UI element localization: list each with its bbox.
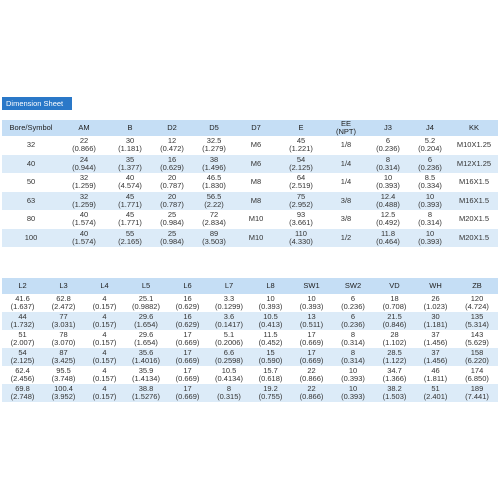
table1-cell: 50	[2, 173, 60, 192]
table1-cell: 100	[2, 229, 60, 248]
table2-header-cell: L5	[125, 278, 167, 294]
table1-cell: 35 (1.377)	[108, 155, 152, 174]
table2-cell: 8 (0.314)	[332, 330, 374, 348]
table2-header-cell: SW2	[332, 278, 374, 294]
table1-cell: 30 (1.181)	[108, 136, 152, 155]
table2-cell: 18 (0.708)	[374, 294, 415, 312]
table1-cell: M6	[236, 136, 276, 155]
table1-header-cell: D5	[192, 120, 236, 136]
table2-cell: 17 (0.669)	[291, 330, 332, 348]
table1-cell: 45 (1.771)	[108, 192, 152, 211]
table1-cell: 12 (0.472)	[152, 136, 192, 155]
table1-cell: 38 (1.496)	[192, 155, 236, 174]
table-row	[2, 312, 498, 330]
table2-cell: 16 (0.629)	[167, 294, 208, 312]
table2-header-cell: VD	[374, 278, 415, 294]
table-row	[2, 155, 498, 174]
table1-cell: 32 (1.259)	[60, 173, 108, 192]
table1-cell: 20 (0.787)	[152, 173, 192, 192]
table1-cell: 1/8	[326, 136, 366, 155]
table2-cell: 35.9 (1.4134)	[125, 366, 167, 384]
table-row	[2, 366, 498, 384]
table1-cell: 10 (0.393)	[410, 192, 450, 211]
table1-cell: 12.4 (0.488)	[366, 192, 410, 211]
table1-cell: 110 (4.330)	[276, 229, 326, 248]
table1-cell: 55 (2.165)	[108, 229, 152, 248]
table-row	[2, 173, 498, 192]
table2-cell: 77 (3.031)	[43, 312, 84, 330]
table1-cell: 3/8	[326, 210, 366, 229]
table-row	[2, 294, 498, 312]
table1-cell: 72 (2.834)	[192, 210, 236, 229]
table2-cell: 11.5 (0.452)	[250, 330, 291, 348]
table2-cell: 29.6 (1.654)	[125, 312, 167, 330]
table2-cell: 17 (0.669)	[167, 348, 208, 366]
table2-cell: 100.4 (3.952)	[43, 384, 84, 402]
table1-cell: M10	[236, 210, 276, 229]
dimension-table-primary	[2, 120, 498, 247]
table1-cell: 80	[2, 210, 60, 229]
table-row	[2, 229, 498, 248]
table1-cell: 8 (0.314)	[410, 210, 450, 229]
table2-cell: 4 (0.157)	[84, 384, 125, 402]
table1-cell: 40 (4.574)	[108, 173, 152, 192]
table2-cell: 51 (2.401)	[415, 384, 456, 402]
table2-cell: 54 (2.125)	[2, 348, 43, 366]
table1-cell: 45 (1.771)	[108, 210, 152, 229]
table2-cell: 4 (0.157)	[84, 312, 125, 330]
table1-cell: 24 (0.944)	[60, 155, 108, 174]
table2-header-row	[2, 278, 498, 294]
table1-cell: 6 (0.236)	[366, 136, 410, 155]
table2-cell: 46 (1.811)	[415, 366, 456, 384]
table2-header-cell: ZB	[456, 278, 498, 294]
table2-cell: 17 (0.669)	[291, 348, 332, 366]
table-row	[2, 330, 498, 348]
table2-cell: 62.8 (2.472)	[43, 294, 84, 312]
dimension-sheet-title: Dimension Sheet	[2, 97, 72, 110]
table2-cell: 143 (5.629)	[456, 330, 498, 348]
table2-cell: 6.6 (0.2598)	[208, 348, 250, 366]
table2-cell: 174 (6.850)	[456, 366, 498, 384]
table2-cell: 41.6 (1.637)	[2, 294, 43, 312]
table1-cell: 20 (0.787)	[152, 192, 192, 211]
table1-header-cell: KK	[450, 120, 498, 136]
table1-cell: 32.5 (1.279)	[192, 136, 236, 155]
table2-cell: 189 (7.441)	[456, 384, 498, 402]
table1-cell: 10 (0.393)	[366, 173, 410, 192]
table1-cell: M16X1.5	[450, 173, 498, 192]
table1-cell: M20X1.5	[450, 229, 498, 248]
table2-cell: 6 (0.236)	[332, 294, 374, 312]
table2-cell: 51 (2.007)	[2, 330, 43, 348]
table1-cell: 12.5 (0.492)	[366, 210, 410, 229]
table1-cell: 25 (0.984)	[152, 210, 192, 229]
table1-cell: 89 (3.503)	[192, 229, 236, 248]
table2-cell: 8 (0.314)	[332, 348, 374, 366]
table1-cell: 54 (2.125)	[276, 155, 326, 174]
table2-cell: 87 (3.425)	[43, 348, 84, 366]
table1-cell: M20X1.5	[450, 210, 498, 229]
table1-cell: 1/4	[326, 173, 366, 192]
table2-cell: 4 (0.157)	[84, 294, 125, 312]
table1-cell: 45 (1.221)	[276, 136, 326, 155]
table2-cell: 17 (0.669)	[167, 330, 208, 348]
table2-cell: 38.2 (1.503)	[374, 384, 415, 402]
table1-cell: 25 (0.984)	[152, 229, 192, 248]
table1-cell: 46.5 (1.830)	[192, 173, 236, 192]
table2-header-cell: L8	[250, 278, 291, 294]
table-row	[2, 192, 498, 211]
table2-cell: 35.6 (1.4016)	[125, 348, 167, 366]
table1-header-cell: D2	[152, 120, 192, 136]
table1-cell: M12X1.25	[450, 155, 498, 174]
table2-cell: 10.5 (0.4134)	[208, 366, 250, 384]
table1-header-cell: D7	[236, 120, 276, 136]
table2-cell: 69.8 (2.748)	[2, 384, 43, 402]
table2-cell: 10 (0.393)	[332, 366, 374, 384]
table2-cell: 38.8 (1.5276)	[125, 384, 167, 402]
table1-cell: 8.5 (0.334)	[410, 173, 450, 192]
table2-cell: 3.3 (0.1299)	[208, 294, 250, 312]
table1-cell: 63	[2, 192, 60, 211]
table2-cell: 19.2 (0.755)	[250, 384, 291, 402]
table2-cell: 5.1 (0.2006)	[208, 330, 250, 348]
table1-cell: 32	[2, 136, 60, 155]
table1-cell: 56.5 (2.22)	[192, 192, 236, 211]
table1-cell: M10X1.25	[450, 136, 498, 155]
table2-cell: 62.4 (2.456)	[2, 366, 43, 384]
table2-header-cell: L4	[84, 278, 125, 294]
table1-cell: 16 (0.629)	[152, 155, 192, 174]
table2-cell: 21.5 (0.846)	[374, 312, 415, 330]
table1-header-cell: Bore/Symbol	[2, 120, 60, 136]
table1-cell: M16X1.5	[450, 192, 498, 211]
table1-cell: 40 (1.574)	[60, 210, 108, 229]
table1-cell: 6 (0.236)	[410, 155, 450, 174]
table1-cell: 32 (1.259)	[60, 192, 108, 211]
table1-header-cell: J3	[366, 120, 410, 136]
table2-cell: 10 (0.393)	[250, 294, 291, 312]
table2-cell: 10.5 (0.413)	[250, 312, 291, 330]
table2-cell: 26 (1.023)	[415, 294, 456, 312]
table2-header-cell: SW1	[291, 278, 332, 294]
table1-cell: 11.8 (0.464)	[366, 229, 410, 248]
table-row	[2, 136, 498, 155]
table-row	[2, 384, 498, 402]
dimension-table-secondary	[2, 278, 498, 402]
table2-header-cell: L3	[43, 278, 84, 294]
table2-cell: 30 (1.181)	[415, 312, 456, 330]
table2-cell: 10 (0.393)	[291, 294, 332, 312]
table1-header-row	[2, 120, 498, 136]
table2-cell: 17 (0.669)	[167, 366, 208, 384]
table2-cell: 25.1 (0.9882)	[125, 294, 167, 312]
table2-cell: 22 (0.866)	[291, 384, 332, 402]
table2-cell: 3.6 (0.1417)	[208, 312, 250, 330]
table2-cell: 158 (6.220)	[456, 348, 498, 366]
table1-header-cell: EE (NPT)	[326, 120, 366, 136]
table2-cell: 10 (0.393)	[332, 384, 374, 402]
table1-cell: M8	[236, 173, 276, 192]
table2-cell: 95.5 (3.748)	[43, 366, 84, 384]
table1-cell: 8 (0.314)	[366, 155, 410, 174]
table1-cell: M8	[236, 192, 276, 211]
table2-cell: 17 (0.669)	[167, 384, 208, 402]
table1-cell: 64 (2.519)	[276, 173, 326, 192]
table2-header-cell: L7	[208, 278, 250, 294]
table2-cell: 15.7 (0.618)	[250, 366, 291, 384]
table1-cell: M10	[236, 229, 276, 248]
table1-cell: 22 (0.866)	[60, 136, 108, 155]
table2-header-cell: L2	[2, 278, 43, 294]
table2-cell: 8 (0.315)	[208, 384, 250, 402]
table1-cell: 1/2	[326, 229, 366, 248]
table1-cell: 93 (3.661)	[276, 210, 326, 229]
table2-cell: 34.7 (1.366)	[374, 366, 415, 384]
table2-cell: 16 (0.629)	[167, 312, 208, 330]
table1-cell: 75 (2.952)	[276, 192, 326, 211]
table1-cell: M6	[236, 155, 276, 174]
table1-header-cell: B	[108, 120, 152, 136]
table-row	[2, 210, 498, 229]
table1-cell: 40 (1.574)	[60, 229, 108, 248]
table1-cell: 5.2 (0.204)	[410, 136, 450, 155]
table2-cell: 6 (0.236)	[332, 312, 374, 330]
table1-header-cell: J4	[410, 120, 450, 136]
table2-cell: 4 (0.157)	[84, 348, 125, 366]
table1-cell: 1/4	[326, 155, 366, 174]
table-row	[2, 348, 498, 366]
table2-cell: 13 (0.511)	[291, 312, 332, 330]
table2-cell: 135 (5.314)	[456, 312, 498, 330]
table2-cell: 28.5 (1.122)	[374, 348, 415, 366]
table2-header-cell: WH	[415, 278, 456, 294]
table2-cell: 15 (0.590)	[250, 348, 291, 366]
table2-header-cell: L6	[167, 278, 208, 294]
table1-header-cell: AM	[60, 120, 108, 136]
table2-cell: 37 (1.456)	[415, 348, 456, 366]
table2-cell: 4 (0.157)	[84, 330, 125, 348]
table2-cell: 78 (3.070)	[43, 330, 84, 348]
table1-cell: 40	[2, 155, 60, 174]
table2-cell: 37 (1.456)	[415, 330, 456, 348]
table2-cell: 120 (4.724)	[456, 294, 498, 312]
table1-cell: 10 (0.393)	[410, 229, 450, 248]
table2-cell: 44 (1.732)	[2, 312, 43, 330]
table2-cell: 29.6 (1.654)	[125, 330, 167, 348]
table1-cell: 3/8	[326, 192, 366, 211]
table2-cell: 28 (1.102)	[374, 330, 415, 348]
table2-cell: 4 (0.157)	[84, 366, 125, 384]
table1-header-cell: E	[276, 120, 326, 136]
table2-cell: 22 (0.866)	[291, 366, 332, 384]
